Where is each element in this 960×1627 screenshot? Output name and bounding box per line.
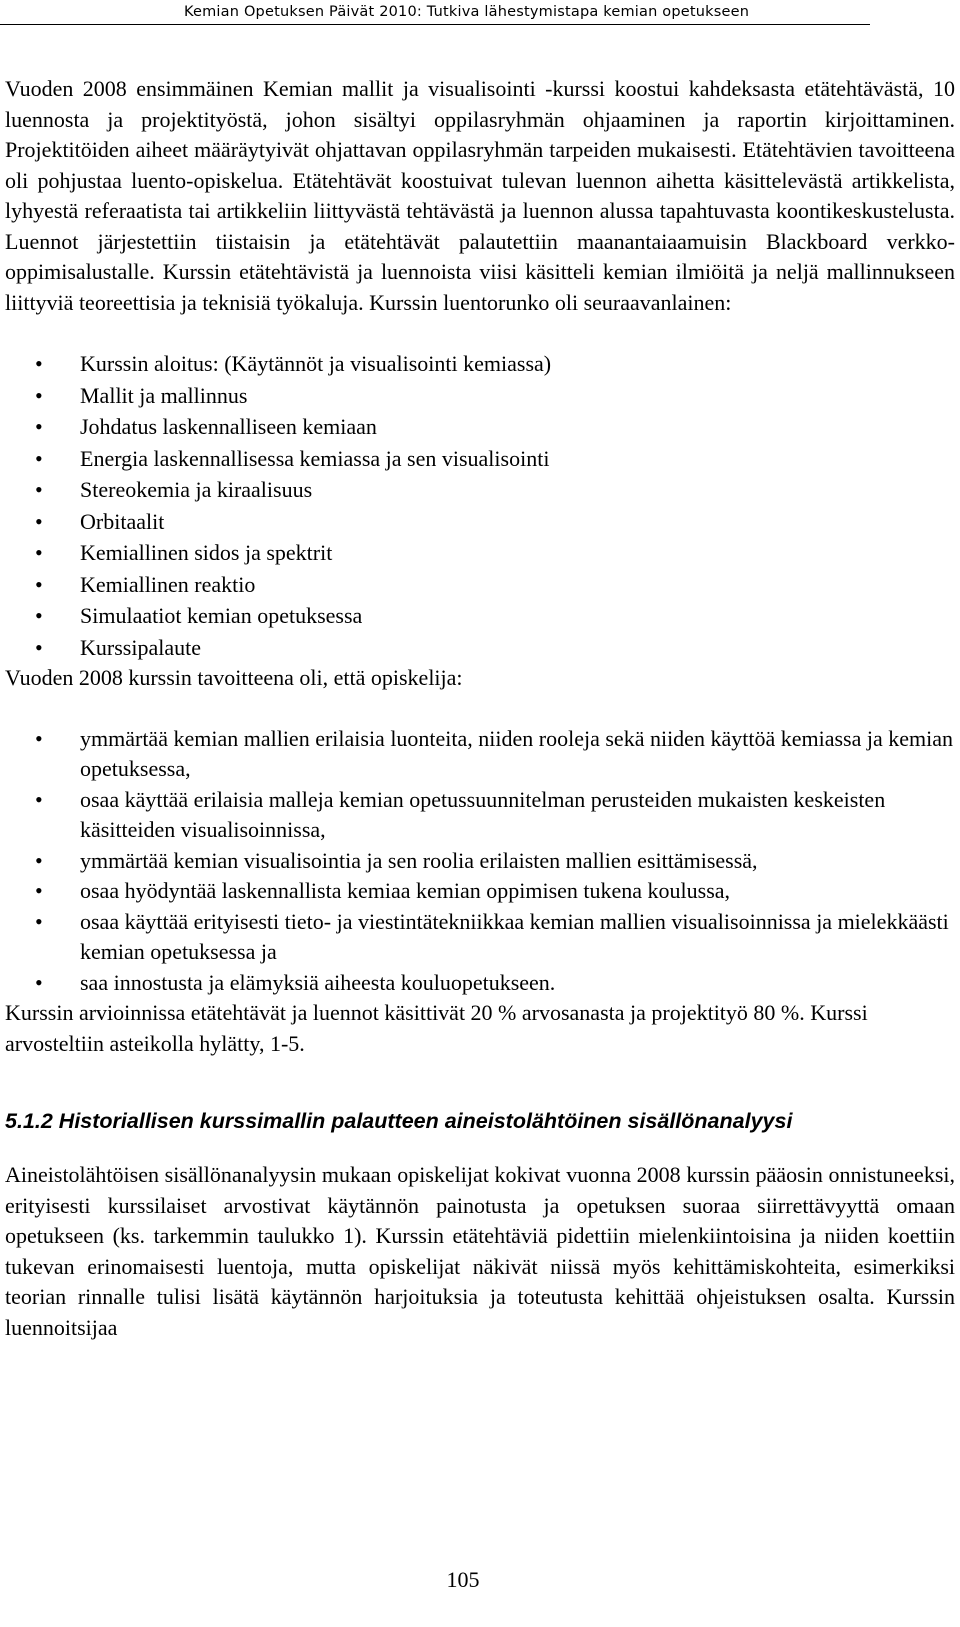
list-item: [5, 506, 955, 538]
list-item: [5, 876, 955, 907]
bullet-icon: •: [35, 414, 43, 439]
section-heading: 5.1.2 Historiallisen kurssimallin palautteen aineistolähtöinen sisällönanalyysi: [5, 1109, 793, 1133]
running-header: Kemian Opetuksen Päivät 2010: Tutkiva lähestymistapa kemian opetukseen: [184, 4, 750, 20]
bullet-icon: •: [35, 477, 43, 502]
list-item: [5, 600, 955, 632]
list-item-text: Energia laskennallisessa kemiassa ja sen visualisointi: [80, 445, 550, 471]
list-item: [5, 411, 955, 443]
bullet-icon: •: [35, 634, 43, 660]
list-item: [5, 474, 955, 506]
list-item-text: Johdatus laskennalliseen kemiaan: [80, 414, 377, 439]
list-item: [5, 724, 955, 785]
list-item-text: Mallit ja mallinnus: [80, 382, 248, 408]
bullet-icon: •: [35, 847, 43, 873]
list-item: [5, 846, 955, 877]
intro-paragraph: Vuoden 2008 ensimmäinen Kemian mallit ja visualisointi -kurssi koostui kahdeksasta etätehtävästä, 10 luennosta ja projektityöstä, johon sisältyi oppilasryhmän ohjaaminen ja raportin kirjoittaminen. Projektitöiden aiheet määräytyivät ohjattavan oppilasryhmän tarpeiden mukaisesti. Etätehtävien tavoitteena oli pohjustaa luento-opiskelua. Etätehtävät koostuivat tulevan luennon aihetta käsittelevästä artikkelista, lyhyestä referaatista tai artikkeliin liittyvästä tehtävästä ja luennon alussa tapahtuvasta koontikeskustelusta. Luennot järjestettiin tiistaisin ja etätehtävät palautettiin maanantaiaamuisin Blackboard verkko-oppimisalustalle. Kurssin etätehtävistä ja luennoista viisi käsitteli kemian ilmiöitä ja neljä mallinnukseen liittyviä teoreettisia ja teknisiä työkaluja. Kurssin luentorunko oli seuraavanlainen:: [5, 76, 955, 315]
bullet-icon: •: [35, 725, 43, 751]
list-item-text: Kemiallinen sidos ja spektrit: [80, 540, 333, 565]
list-item-text: Simulaatiot kemian opetuksessa: [80, 603, 363, 628]
list-item-text: Stereokemia ja kiraalisuus: [80, 477, 313, 502]
bullet-icon: •: [35, 508, 43, 534]
list-item: [5, 380, 955, 412]
list-item-text: ymmärtää kemian mallien erilaisia luonteita, niiden rooleja sekä niiden käyttöä kemiassa ja kemian opetuksessa,: [80, 725, 953, 781]
list-item-text: saa innostusta ja elämyksiä aiheesta kouluopetukseen.: [80, 969, 556, 995]
course-goals-list: [5, 724, 955, 999]
bullet-icon: •: [35, 786, 43, 812]
analysis-paragraph: Aineistolähtöisen sisällönanalyysin mukaan opiskelijat kokivat vuonna 2008 kurssin pääosin onnistuneeksi, erityisesti kurssilaiset arvostivat käytännön painotusta ja opetuksen suoraa siirrettävyyttä omaan opetukseen (ks. tarkemmin taulukko 1). Kurssin etätehtäviä pidettiin mielenkiintoisina ja niiden koettiin tukevan erinomaisesti luentoja, mutta opiskelijat näkivät niissä myös kehittämiskohteita, esimerkiksi teorian rinnalle tulisi lisätä käytännön harjoituksia ja toteutusta kehittää ohjeistuksen osalta. Kurssin luennoitsijaa: [5, 1162, 955, 1340]
list-item-text: ymmärtää kemian visualisointia ja sen roolia erilaisten mallien esittämisessä,: [80, 847, 758, 873]
bullet-icon: •: [35, 445, 43, 471]
list-item: [5, 785, 955, 846]
bullet-icon: •: [35, 969, 43, 995]
bullet-icon: •: [35, 540, 43, 565]
page-content: [5, 74, 955, 1343]
bullet-icon: •: [35, 571, 43, 597]
goals-intro: Vuoden 2008 kurssin tavoitteena oli, että opiskelija:: [5, 665, 463, 690]
list-item-text: Kemiallinen reaktio: [80, 571, 256, 597]
list-item-text: Orbitaalit: [80, 508, 165, 534]
list-item: [5, 443, 955, 475]
list-item: [5, 907, 955, 968]
assessment-paragraph: Kurssin arvioinnissa etätehtävät ja luennot käsittivät 20 % arvosanasta ja projektityö 80 %. Kurssi arvosteltiin asteikolla hylätty, 1-5.: [5, 1000, 868, 1056]
list-item: [5, 348, 955, 380]
list-item-text: osaa käyttää erilaisia malleja kemian opetussuunnitelman perusteiden mukaisten keskeisten käsitteiden visualisoinnissa,: [80, 786, 886, 842]
list-item: [5, 968, 955, 999]
list-item: [5, 632, 955, 664]
bullet-icon: •: [35, 351, 43, 376]
page-number: 105: [446, 1567, 480, 1592]
list-item: [5, 569, 955, 601]
list-item-text: Kurssipalaute: [80, 634, 201, 660]
bullet-icon: •: [35, 382, 43, 408]
list-item-text: osaa käyttää erityisesti tieto- ja viestintätekniikkaa kemian mallien visualisoinnissa ja mielekkäästi kemian opetuksessa ja: [80, 908, 949, 964]
bullet-icon: •: [35, 878, 43, 903]
list-item: [5, 537, 955, 569]
list-item-text: Kurssin aloitus: (Käytännöt ja visualisointi kemiassa): [80, 351, 552, 376]
list-item-text: osaa hyödyntää laskennallista kemiaa kemian oppimisen tukena koulussa,: [80, 878, 731, 903]
bullet-icon: •: [35, 603, 43, 628]
bullet-icon: •: [35, 908, 43, 934]
course-outline-list: [5, 348, 955, 663]
header-rule: [0, 24, 870, 25]
